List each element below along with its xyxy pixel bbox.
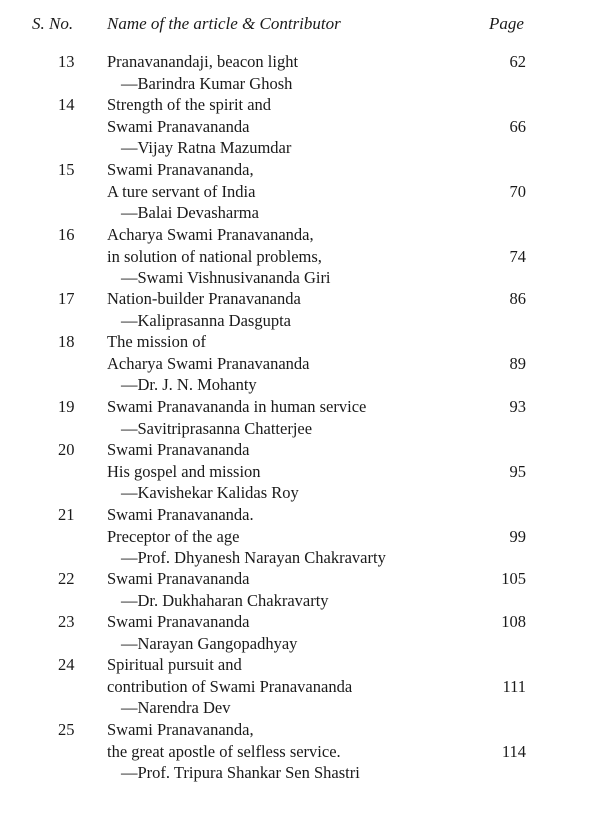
entry-text bbox=[107, 396, 477, 439]
entry-text bbox=[107, 224, 477, 289]
contributor-name: —Dr. J. N. Mohanty bbox=[121, 375, 257, 394]
entry-serial-number: 18 bbox=[58, 332, 75, 351]
entry-serial-number: 17 bbox=[58, 289, 75, 308]
article-title-line: Acharya Swami Pranavananda bbox=[107, 353, 310, 373]
article-title-line: Swami Pranavananda. bbox=[107, 505, 254, 524]
entry-page-number: 95 bbox=[509, 461, 526, 481]
article-title-line: His gospel and mission bbox=[107, 461, 261, 481]
entry-text bbox=[107, 94, 477, 159]
entry-page-number: 62 bbox=[509, 52, 526, 71]
article-title-line: Swami Pranavananda bbox=[107, 440, 250, 459]
contributor-name: —Narendra Dev bbox=[121, 698, 231, 717]
entry-text bbox=[107, 288, 477, 331]
entry-serial-number: 13 bbox=[58, 52, 75, 71]
entry-page-number: 105 bbox=[501, 569, 526, 588]
entry-page-number: 70 bbox=[509, 181, 526, 201]
contributor-name: —Kaliprasanna Dasgupta bbox=[121, 310, 291, 330]
article-title-line: Acharya Swami Pranavananda, bbox=[107, 225, 314, 244]
entry-serial-number: 25 bbox=[58, 720, 75, 739]
entry-serial-number: 14 bbox=[58, 95, 75, 114]
entry-page-number: 114 bbox=[501, 741, 526, 761]
entry-page-number: 86 bbox=[509, 289, 526, 308]
contributor-name: —Barindra Kumar Ghosh bbox=[121, 73, 293, 93]
contributor-name: —Narayan Gangopadhyay bbox=[121, 633, 298, 653]
article-name-heading: Name of the article & Contributor bbox=[107, 14, 341, 33]
entry-page-number: 89 bbox=[509, 353, 526, 373]
article-title-line: Swami Pranavananda, bbox=[107, 160, 254, 179]
article-title-line: The mission of bbox=[107, 332, 206, 351]
article-title-line: Swami Pranavananda in human service bbox=[107, 397, 367, 416]
contributor-name: —Swami Vishnusivananda Giri bbox=[121, 268, 331, 287]
article-title-line: Preceptor of the age bbox=[107, 526, 240, 546]
entry-text bbox=[107, 504, 477, 569]
article-title-line: Swami Pranavananda, bbox=[107, 720, 254, 739]
contributor-name: —Kavishekar Kalidas Roy bbox=[121, 483, 299, 502]
entry-serial-number: 22 bbox=[58, 569, 75, 588]
contributor-name: —Dr. Dukhaharan Chakravarty bbox=[121, 590, 329, 610]
entry-text bbox=[107, 331, 477, 396]
article-title-line: Swami Pranavananda bbox=[107, 612, 250, 631]
contributor-name: —Vijay Ratna Mazumdar bbox=[121, 138, 292, 157]
article-title-line: Pranavanandaji, beacon light bbox=[107, 52, 299, 71]
entry-text bbox=[107, 159, 477, 224]
contributor-name: —Savitriprasanna Chatterjee bbox=[121, 418, 313, 438]
serial-number-heading: S. No. bbox=[32, 14, 74, 33]
article-title-line: contribution of Swami Pranavananda bbox=[107, 676, 353, 696]
entry-page-number: 99 bbox=[509, 526, 526, 546]
article-title-line: Spiritual pursuit and bbox=[107, 655, 242, 674]
entry-serial-number: 16 bbox=[58, 225, 75, 244]
contributor-name: —Prof. Dhyanesh Narayan Chakravarty bbox=[121, 548, 386, 567]
entry-page-number: 74 bbox=[509, 246, 526, 266]
entry-text bbox=[107, 439, 477, 504]
article-title-line: in solution of national problems, bbox=[107, 246, 322, 266]
article-title-line: the great apostle of selfless service. bbox=[107, 741, 341, 761]
entry-text bbox=[107, 719, 477, 784]
entry-text bbox=[107, 51, 477, 94]
contents-header bbox=[0, 14, 600, 40]
contributor-name: —Prof. Tripura Shankar Sen Shastri bbox=[121, 763, 360, 782]
entry-serial-number: 15 bbox=[58, 160, 75, 179]
entry-text bbox=[107, 611, 477, 654]
entry-text bbox=[107, 654, 477, 719]
entry-serial-number: 23 bbox=[58, 612, 75, 631]
entry-serial-number: 20 bbox=[58, 440, 75, 459]
entry-serial-number: 24 bbox=[58, 655, 75, 674]
entry-page-number: 66 bbox=[509, 116, 526, 136]
entry-page-number: 108 bbox=[501, 612, 526, 631]
article-title-line: Strength of the spirit and bbox=[107, 95, 272, 114]
page-heading: Page bbox=[489, 14, 524, 33]
entry-page-number: 111 bbox=[502, 676, 526, 696]
article-title-line: A ture servant of India bbox=[107, 181, 256, 201]
article-title-line: Swami Pranavananda bbox=[107, 569, 250, 588]
entry-text bbox=[107, 568, 477, 611]
entry-serial-number: 19 bbox=[58, 397, 75, 416]
article-title-line: Swami Pranavananda bbox=[107, 116, 250, 136]
entry-page-number: 93 bbox=[509, 397, 526, 416]
entry-serial-number: 21 bbox=[58, 505, 75, 524]
contributor-name: —Balai Devasharma bbox=[121, 203, 259, 222]
article-title-line: Nation-builder Pranavananda bbox=[107, 289, 301, 308]
